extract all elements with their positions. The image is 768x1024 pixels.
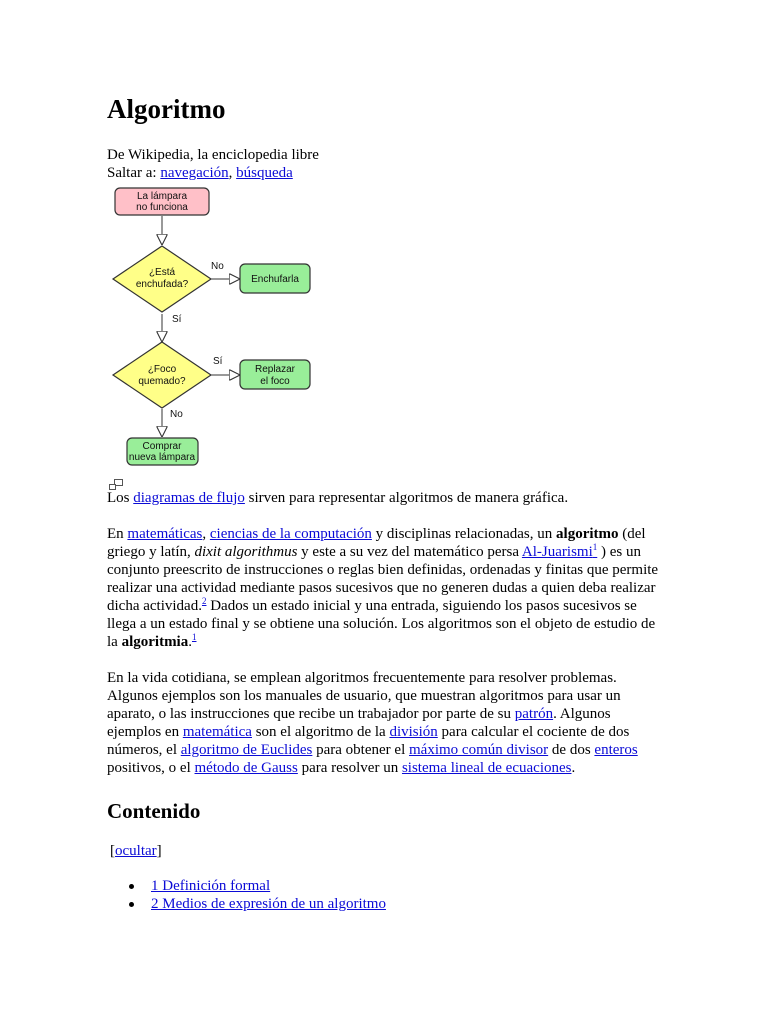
svg-text:Comprar: Comprar: [142, 441, 182, 452]
toc-link-definicion[interactable]: 1 Definición formal: [151, 878, 271, 894]
hide-contents-link[interactable]: ocultar: [115, 843, 157, 859]
flow-start-node: [115, 188, 209, 215]
contents-toggle: [ocultar]: [110, 843, 162, 859]
link-maximo-comun-divisor[interactable]: máximo común divisor: [409, 742, 549, 758]
jump-prefix: Saltar a:: [107, 165, 157, 181]
site-tagline: De Wikipedia, la enciclopedia libre: [107, 147, 319, 163]
svg-text:¿Foco: ¿Foco: [147, 364, 177, 375]
flowchart-figure[interactable]: [107, 186, 322, 468]
term-dixit: dixit algorithmus: [194, 544, 298, 560]
link-algoritmo-euclides[interactable]: algoritmo de Euclides: [180, 742, 313, 758]
reference-1b[interactable]: 1: [191, 632, 197, 642]
label-q2-no: No: [170, 409, 183, 420]
figure-caption: Los diagramas de flujo sirven para representar algoritmos de manera gráfica.: [107, 490, 569, 506]
link-division[interactable]: división: [389, 724, 438, 740]
article-header: [107, 146, 667, 182]
svg-text:Enchufarla: Enchufarla: [251, 274, 299, 285]
term-algoritmo: algoritmo: [556, 526, 619, 542]
toc-item: [107, 877, 386, 895]
flow-action-replace-bulb: [240, 360, 310, 389]
page-title: Algoritmo: [107, 94, 226, 124]
bullet-icon: [129, 884, 134, 889]
svg-text:el foco: el foco: [260, 376, 290, 387]
svg-text:enchufada?: enchufada?: [135, 279, 189, 290]
flow-decision-plugged: [113, 246, 211, 312]
flowchart-link[interactable]: diagramas de flujo: [133, 490, 245, 506]
link-patron[interactable]: patrón: [514, 706, 554, 722]
toc-item: [107, 895, 386, 913]
flow-action-plug-in: [240, 264, 310, 293]
flow-end-node: [127, 438, 198, 465]
link-metodo-gauss[interactable]: método de Gauss: [194, 760, 298, 776]
link-ciencias-computacion[interactable]: ciencias de la computación: [209, 526, 372, 542]
svg-text:no funciona: no funciona: [136, 202, 188, 213]
label-q1-no: No: [211, 261, 224, 272]
bullet-icon: [129, 902, 134, 907]
reference-2[interactable]: 2: [201, 596, 207, 606]
link-enteros[interactable]: enteros: [594, 742, 638, 758]
svg-text:La lámpara: La lámpara: [136, 191, 188, 202]
toc-link-medios[interactable]: 2 Medios de expresión de un algoritmo: [151, 896, 386, 912]
intro-paragraph: En matemáticas, ciencias de la computación y disciplinas relacionadas, un algoritmo (del griego y latín, dixit algorithmus y este a su vez del matemático persa Al-Juarismi$^1$ ) es un conjunto preescrito de instrucciones o reglas bien definidas, ordenadas y finitas que permite realizar una actividad mediante pasos sucesivos que no generen dudas a quien deba realizar dicha actividad.$^2$ Dados un estado inicial y una entrada, siguiendo los pasos sucesivos se llega a un estado final y se obtiene una solución. Los algoritmos son el objeto de estudio de la algoritmia.$^1$: [107, 526, 659, 650]
svg-text:Replazar: Replazar: [254, 364, 296, 375]
svg-text:¿Está: ¿Está: [148, 267, 176, 278]
svg-text:quemado?: quemado?: [138, 376, 186, 387]
contents-heading: Contenido: [107, 799, 201, 823]
link-sistema-lineal[interactable]: sistema lineal de ecuaciones: [401, 760, 572, 776]
jump-links: Saltar a: navegación, búsqueda: [107, 165, 293, 181]
label-q2-yes: Sí: [213, 356, 223, 367]
search-link[interactable]: búsqueda: [236, 165, 293, 181]
navigation-link[interactable]: navegación: [160, 165, 229, 181]
link-al-juarismi[interactable]: Al-Juarismi$^1$: [521, 542, 598, 560]
label-q1-yes: Sí: [172, 314, 182, 325]
flowchart-diagram: [107, 186, 322, 468]
link-matematicas[interactable]: matemáticas: [127, 526, 203, 542]
table-of-contents: [107, 877, 386, 913]
term-algoritmia: algoritmia: [121, 634, 189, 650]
svg-text:nueva lámpara: nueva lámpara: [128, 452, 196, 463]
flow-decision-bulb: [113, 342, 211, 408]
link-matematica[interactable]: matemática: [182, 724, 252, 740]
reference-1[interactable]: 1: [592, 542, 598, 552]
examples-paragraph: En la vida cotidiana, se emplean algoritmos frecuentemente para resolver problemas. Algunos ejemplos son los manuales de usuario, que muestran algoritmos para usar un aparato, o las instrucciones que recibe un trabajador por parte de su patrón. Algunos ejemplos en matemática son el algoritmo de la división para calcular el cociente de dos números, el algoritmo de Euclides para obtener el máximo común divisor de dos enteros positivos, o el método de Gauss para resolver un sistema lineal de ecuaciones.: [107, 670, 638, 776]
